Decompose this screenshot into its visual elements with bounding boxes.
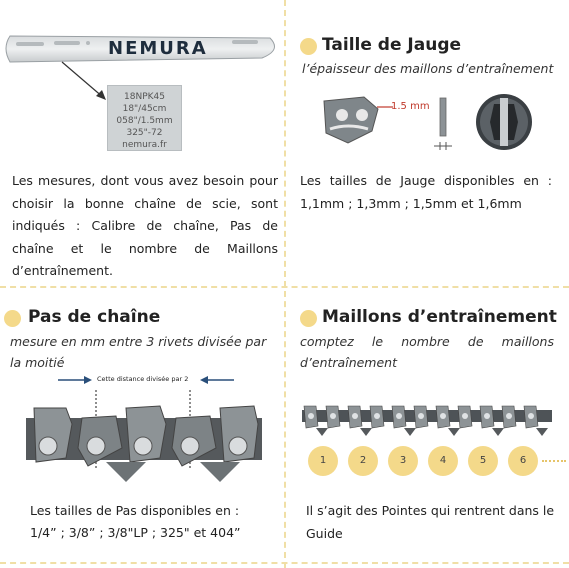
gauge-text: Les tailles de Jauge disponibles en : 1,1mm ; 1,3mm ; 1,5mm et 1,6mm [300, 173, 552, 211]
bullet-dot [4, 310, 21, 327]
bullet-dot [300, 38, 317, 55]
horizontal-divider [0, 286, 569, 288]
count-circle: 4 [428, 446, 458, 476]
label-line: 058"/1.5mm [116, 116, 173, 126]
link-side-icon [432, 96, 454, 152]
pitch-text-line2: 1/4” ; 3/8” ; 3/8"LP ; 325" et 404” [30, 525, 241, 540]
label-line: 18"/45cm [122, 104, 167, 114]
pitch-title: Pas de chaîne [28, 307, 161, 327]
pitch-text-line1: Les tailles de Pas disponibles en : [30, 503, 240, 518]
gauge-measure: 1.5 mm [391, 101, 430, 112]
distance-label: Cette distance divisée par 2 [97, 375, 189, 383]
count-circle: 2 [348, 446, 378, 476]
brand-logo: NEMURA [108, 38, 208, 59]
label-line: 325"-72 [126, 128, 163, 138]
bullet-dot [300, 310, 317, 327]
label-line: nemura.fr [122, 140, 167, 150]
continuation-dots [542, 460, 566, 462]
bar-label-plate [107, 85, 182, 151]
label-line: 18NPK45 [124, 92, 165, 102]
count-circle: 1 [308, 446, 338, 476]
gauge-title: Taille de Jauge [322, 35, 462, 55]
links-title: Maillons d’entraînement [322, 307, 557, 327]
chain-strip-image [302, 400, 552, 436]
count-circle: 6 [508, 446, 538, 476]
intro-text: Les mesures, dont vous avez besoin pour choisir la bonne chaîne de scie, sont indiqués : Calibre de chaîne, Pas de chaîne et le nombre de Maillons d’entraînement. [12, 173, 278, 278]
count-circle: 3 [388, 446, 418, 476]
gauge-subtitle: l’épaisseur des maillons d’entraînement [302, 61, 554, 76]
label-pointer-arrow [60, 60, 110, 104]
chain-closeup-image [26, 388, 262, 482]
pitch-subtitle: mesure en mm entre 3 rivets divisée par la moitié [10, 334, 267, 370]
vertical-divider [284, 0, 286, 568]
links-text: Il s’agit des Pointes qui rentrent dans le Guide [306, 503, 555, 541]
bottom-divider [0, 562, 569, 564]
chain-groove-icon [474, 92, 534, 152]
count-circle: 5 [468, 446, 498, 476]
links-subtitle: comptez le nombre de maillons d’entraînement [300, 334, 554, 370]
